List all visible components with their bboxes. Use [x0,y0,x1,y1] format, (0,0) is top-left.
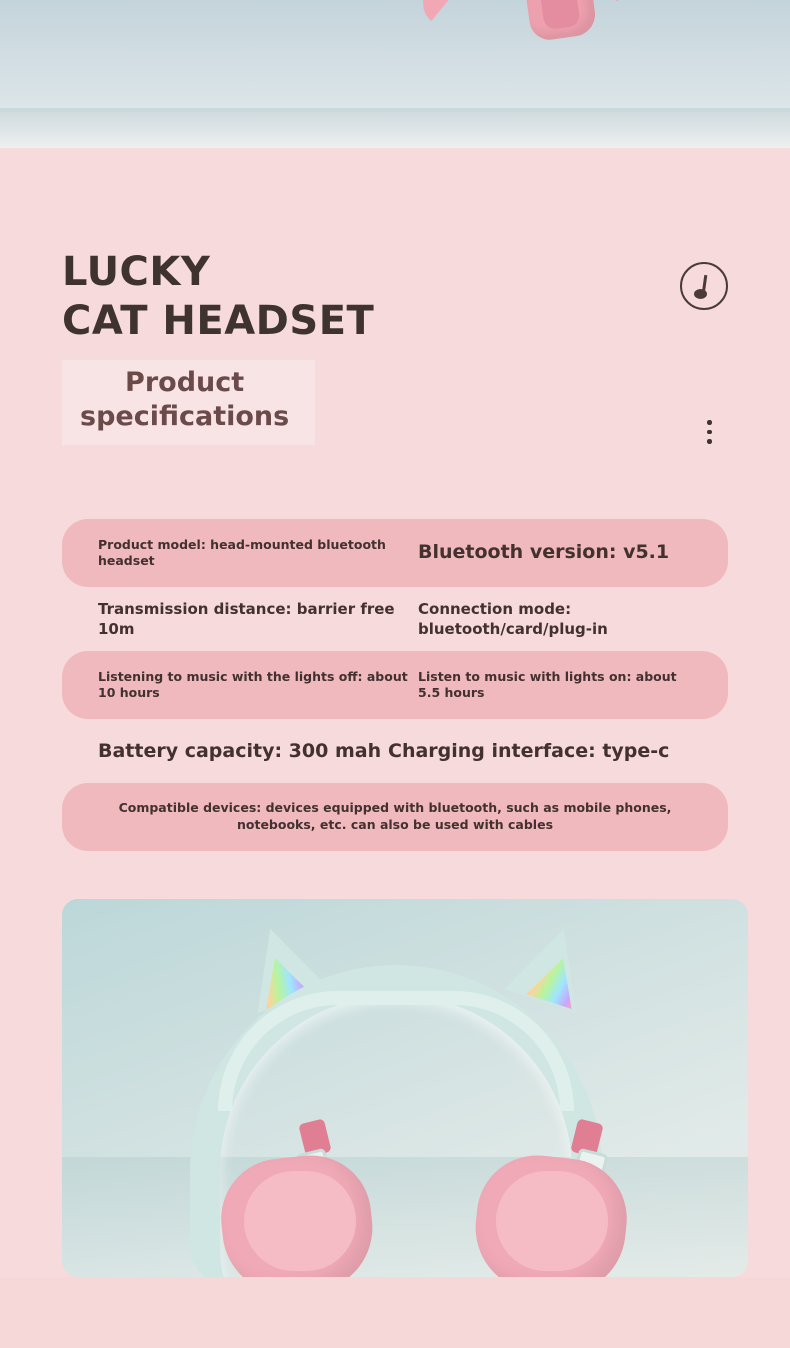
spec-connection-mode: Connection mode: bluetooth/card/plug-in [418,600,608,638]
product-photo-scene [62,899,748,1277]
content-area [0,148,790,1277]
brand-title-line1: LUCKY [62,249,211,295]
hero-headset-image [420,0,650,52]
spec-row [62,589,728,651]
spec-row [62,783,728,851]
product-earpad-left [244,1171,356,1271]
specifications-list [62,519,728,851]
product-earpad-right [496,1171,608,1271]
title-block [62,148,728,445]
spec-bluetooth-version: Bluetooth version: v5.1 [418,541,670,564]
subtitle-line1: Product [125,366,245,398]
spec-row [62,721,728,783]
hero-background [0,0,790,112]
spec-lights-on-playtime: Listen to music with lights on: about 5.5 hours [418,669,677,700]
subtitle-highlight [62,360,315,445]
spec-row [62,519,728,587]
spec-row [62,651,728,719]
spec-model: Product model: head-mounted bluetooth headset [98,537,386,568]
spec-charging-interface: Charging interface: type-c [388,740,670,763]
spec-lights-off-playtime: Listening to music with the lights off: about 10 hours [98,669,408,700]
product-photo [62,899,748,1277]
spec-battery-capacity: Battery capacity: 300 mah [98,740,382,763]
brand-title-line2: CAT HEADSET [62,297,375,344]
hero-shadow [0,108,790,148]
hero-photo [0,0,790,148]
subtitle-line2: specifications [80,401,290,433]
spec-compatible-devices: Compatible devices: devices equipped with bluetooth, such as mobile phones, notebooks, etc. can also be used with cables [118,800,672,832]
spec-transmission-distance: Transmission distance: barrier free 10m [98,600,395,638]
